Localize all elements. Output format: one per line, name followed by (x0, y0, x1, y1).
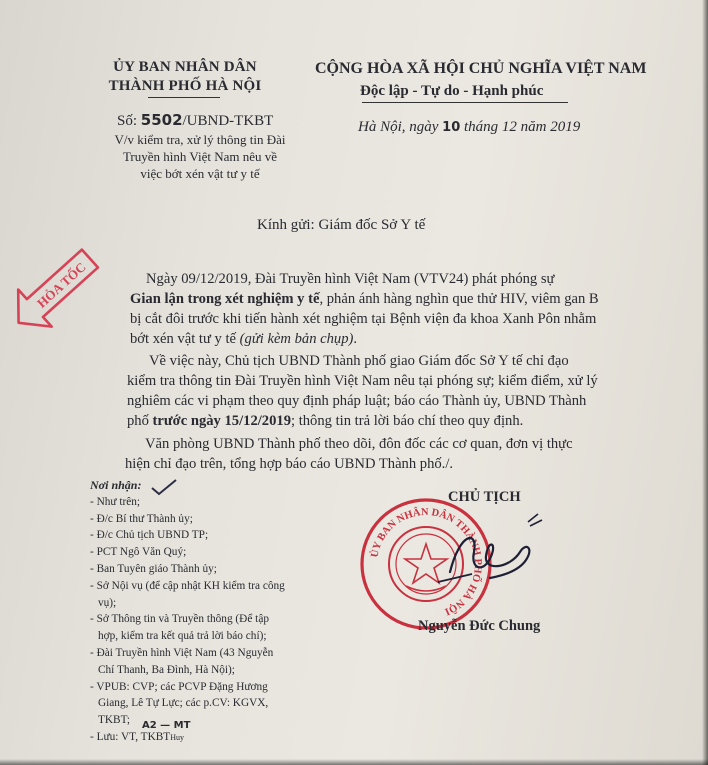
recipients-title: Nơi nhận: (90, 478, 142, 492)
paragraph-text: ; thông tin trả lời báo chí theo quy định. (291, 413, 524, 429)
archive-line: - Lưu: VT, TKBT (90, 730, 171, 743)
document-number (117, 111, 273, 130)
date-prefix: Hà Nội, ngày (358, 119, 443, 135)
recipient-line: - Đ/c Bí thư Thành ủy; (90, 512, 193, 525)
national-title: CỘNG HÒA XÃ HỘI CHỦ NGHĨA VIỆT NAM (315, 60, 647, 77)
checkmark-icon (150, 478, 178, 496)
date-day-handwritten: 10 (442, 120, 461, 135)
urgent-arrow-icon (0, 235, 110, 345)
photo-edge-shadow-right (702, 0, 708, 765)
paragraph-line: Về việc này, Chủ tịch UBND Thành phố giao Giám đốc Sở Y tế chỉ đạo (149, 353, 569, 369)
recipient-line: hợp, kiểm tra kết quả trả lời báo chí); (98, 630, 267, 643)
subject-block (100, 131, 300, 182)
subject-line: V/v kiểm tra, xử lý thông tin Đài (114, 132, 286, 147)
date-line (358, 119, 580, 136)
paragraph-line: bị cắt đôi trước khi tiến hành xét nghiệm tại Bệnh viện đa khoa Xanh Pôn nhằm (130, 311, 597, 327)
paragraph-text: . (353, 331, 358, 347)
handwritten-signature (430, 512, 550, 592)
recipient-line: - Sở Nội vụ (để cập nhật KH kiểm tra công (90, 579, 285, 592)
recipient-line: - VPUB: CVP; các PCVP Đặng Hương (90, 680, 268, 693)
paragraph-line: Ngày 09/12/2019, Đài Truyền hình Việt Nam (VTV24) phát phóng sự (146, 271, 555, 287)
national-motto: Độc lập - Tự do - Hạnh phúc (360, 83, 544, 99)
issuer-line1: ỦY BAN NHÂN DÂN (113, 59, 257, 75)
archive-initials: Huy (170, 732, 184, 742)
paragraph-text: , phản ánh hàng nghìn que thử HIV, viêm gan B (319, 291, 599, 307)
photo-edge-shadow-bottom (0, 759, 708, 765)
recipient-line: - PCT Ngô Văn Quý; (90, 546, 187, 559)
motto-underline (362, 102, 568, 103)
paragraph-2 (127, 351, 598, 431)
issuer-line2: THÀNH PHỐ HÀ NỘI (108, 78, 262, 94)
recipient-line: vụ); (98, 596, 117, 609)
paragraph-line: hiện chỉ đạo trên, tổng hợp báo cáo UBND Thành phố./. (125, 456, 454, 472)
recipient-line: - Sở Thông tin và Truyền thông (Để tập (90, 613, 269, 626)
seal-ring-path-text: ỦY BAN NHÂN DÂN THÀNH PHỐ HÀ NỘI (369, 506, 484, 617)
signer-name: Nguyễn Đức Chung (418, 618, 541, 634)
recipient-line (90, 729, 285, 747)
recipient-line: TKBT; (98, 714, 131, 727)
urgent-stamp-label: HỎA TỐC (33, 259, 89, 311)
signer-title: CHỦ TỊCH (448, 489, 521, 505)
number-suffix: /UBND-TKBT (182, 113, 274, 129)
paragraph-line (130, 329, 599, 349)
recipient-line: - Ban Tuyên giáo Thành ủy; (90, 562, 217, 575)
subject-line: việc bớt xén vật tư y tế (140, 166, 260, 181)
paragraph-line: kiểm tra thông tin Đài Truyền hình Việt Nam nêu tại phóng sự; kiểm điểm, xử lý (127, 373, 598, 389)
recipient-line: Chí Thanh, Ba Đình, Hà Nội); (98, 663, 235, 676)
deadline: trước ngày 15/12/2019 (152, 413, 291, 429)
paragraph-line: Văn phòng UBND Thành phố theo dõi, đôn đốc các cơ quan, đơn vị thực (145, 436, 573, 452)
recipient-line: - Như trên; (90, 495, 141, 508)
paragraph-1 (130, 269, 599, 349)
paragraph-line (127, 411, 598, 431)
recipients-block (90, 477, 285, 747)
issuer-underline (148, 97, 220, 98)
number-prefix: Số: (117, 113, 141, 129)
recipient-line: - Đài Truyền hình Việt Nam (43 Nguyễn (90, 646, 274, 659)
paragraph-text: phố (127, 413, 153, 429)
attachment-note: (gửi kèm bản chụp) (239, 331, 354, 347)
number-handwritten: 5502 (140, 111, 183, 129)
recipient-line: Giang, Lê Tự Lực; các p.CV: KGVX, (98, 697, 269, 710)
paragraph-3 (125, 434, 573, 474)
paragraph-text: bớt xén vật tư y tế (130, 331, 240, 347)
subject-line: Truyền hình Việt Nam nêu về (122, 149, 278, 164)
urgent-stamp (0, 235, 110, 345)
paragraph-line (130, 289, 599, 309)
date-suffix: tháng 12 năm 2019 (460, 119, 581, 135)
handwritten-initials: A2 — MT (142, 720, 191, 731)
recipient-line: - Đ/c Chủ tịch UBND TP; (90, 529, 209, 542)
addressee: Kính gửi: Giám đốc Sở Y tế (257, 217, 426, 233)
paragraph-line: nghiêm các vi phạm theo quy định pháp luật; báo cáo Thành ủy, UBND Thành (127, 393, 587, 409)
report-title: Gian lận trong xét nghiệm y tế (130, 291, 320, 307)
